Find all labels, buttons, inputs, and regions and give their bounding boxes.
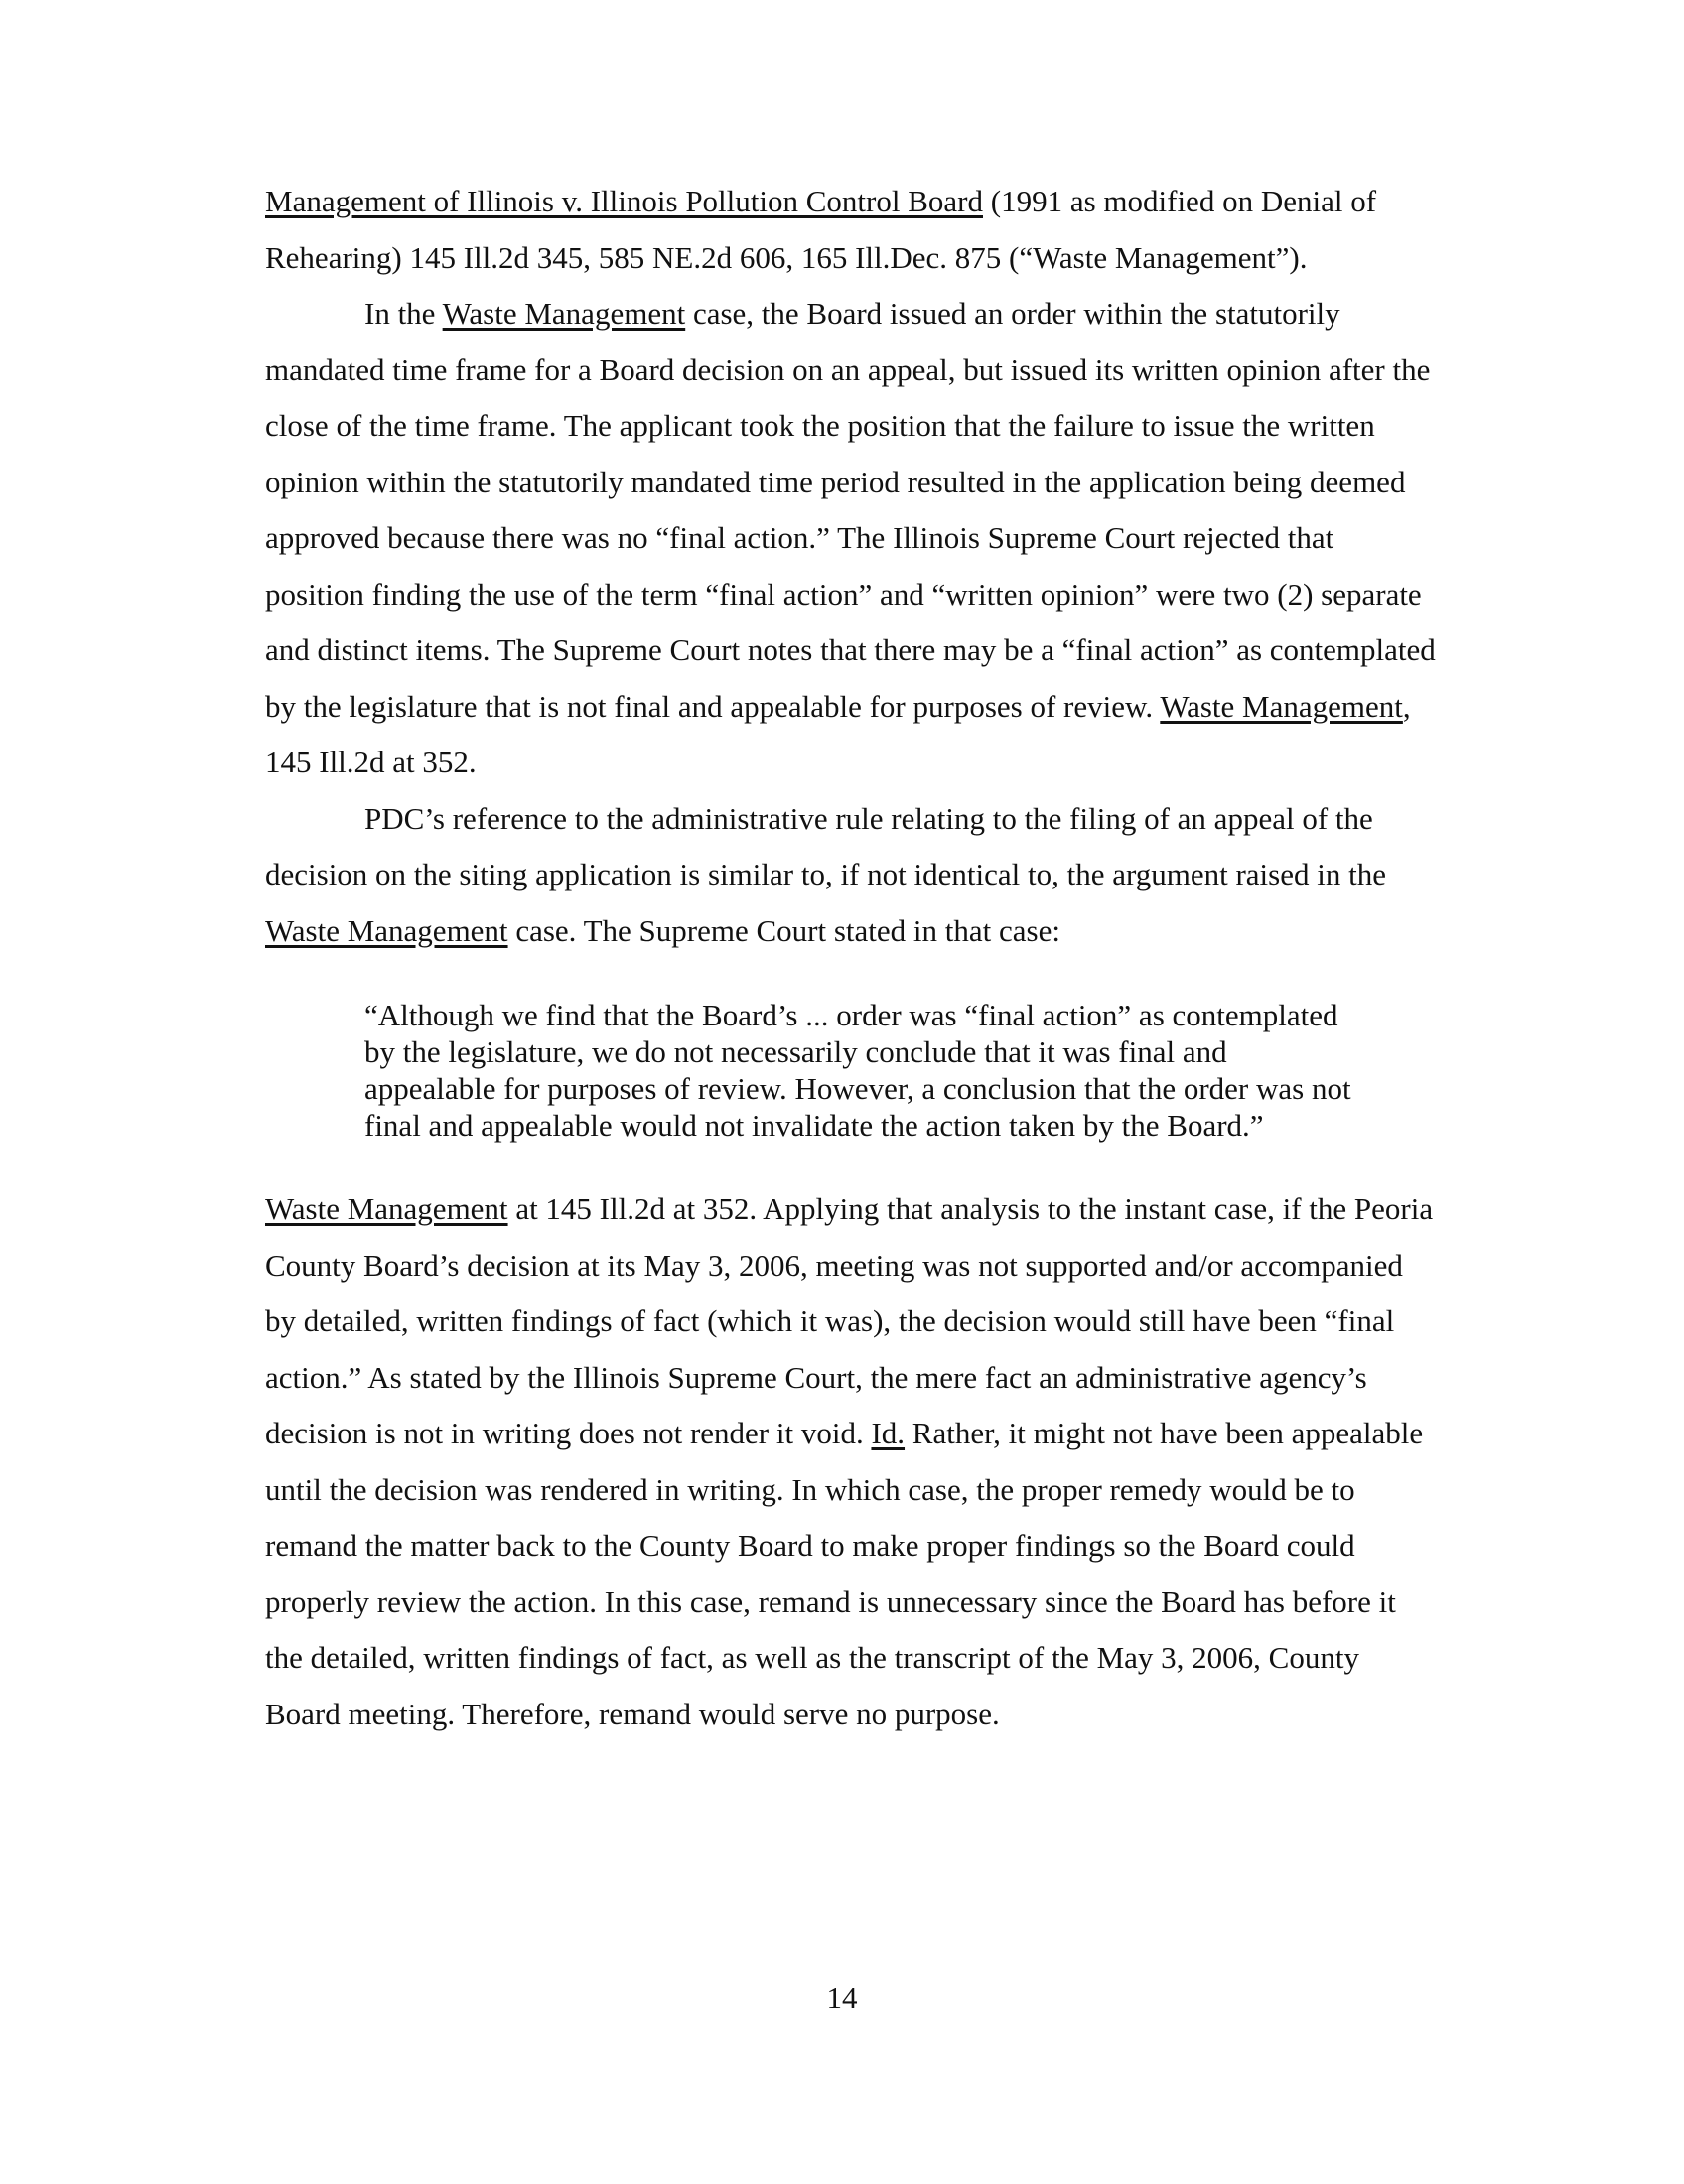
- text-run: case. The Supreme Court stated in that case:: [507, 912, 1060, 948]
- paragraph-citation: [265, 174, 1437, 286]
- case-name-underlined: Waste Management: [1160, 688, 1403, 724]
- case-name-underlined: Waste Management: [442, 296, 686, 331]
- text-run: PDC’s reference to the administrative rule relating to the filing of an appeal of the decision on the siting application is similar to, if not identical to, the argument raised in the: [265, 800, 1386, 891]
- document-body: [265, 174, 1437, 1742]
- text-run: , 145 Ill.2d at 352.: [265, 688, 1411, 779]
- case-name-underlined: Waste Management: [265, 1191, 508, 1226]
- paragraph-waste-management-case: [265, 286, 1437, 791]
- case-name-underlined: Waste Management: [265, 912, 508, 948]
- case-citation-underlined: Management of Illinois v. Illinois Pollution Control Board: [265, 184, 983, 218]
- text-run: case, the Board issued an order within the statutorily mandated time frame for a Board decision on an appeal, but issued its written opinion after the close of the time frame. The applicant took the position that the failure to issue the written opinion within the statutorily mandated time period resulted in the application being deemed approved because there was no “final action.” The Illinois Supreme Court rejected that position finding the use of the term “final action” and “written opinion” were two (2) separate and distinct items. The Supreme Court notes that there may be a “final action” as contemplated by the legislature that is not final and appealable for purposes of review.: [265, 296, 1436, 724]
- paragraph-analysis: [265, 1181, 1437, 1742]
- id-citation-underlined: Id.: [871, 1416, 906, 1450]
- page-number: 14: [826, 1980, 858, 2015]
- text-run: In the: [364, 296, 443, 331]
- block-quote: “Although we find that the Board’s ... order was “final action” as contemplated by the legislature, we do not necessarily conclude that it was final and appealable for purposes of review. However, a conclusion that the order was not final and appealable would not invalidate the action taken by the Board.”: [364, 998, 1351, 1143]
- citation-text: (1991 as modified on Denial of Rehearing) 145 Ill.2d 345, 585 NE.2d 606, 165 Ill.Dec. 875 (“Waste Management”).: [265, 184, 1377, 275]
- paragraph-pdc-reference: [265, 791, 1437, 960]
- text-run: Rather, it might not have been appealable until the decision was rendered in writing. In which case, the proper remedy would be to remand the matter back to the County Board to make proper findings so the Board could properly review the action. In this case, remand is unnecessary since the Board has before it the detailed, written findings of fact, as well as the transcript of the May 3, 2006, County Board meeting. Therefore, remand would serve no purpose.: [265, 1416, 1424, 1731]
- text-run: at 145 Ill.2d at 352. Applying that analysis to the instant case, if the Peoria County Board’s decision at its May 3, 2006, meeting was not supported and/or accompanied by detailed, written findings of fact (which it was), the decision would still have been “final action.” As stated by the Illinois Supreme Court, the mere fact an administrative agency’s decision is not in writing does not render it void.: [265, 1191, 1434, 1450]
